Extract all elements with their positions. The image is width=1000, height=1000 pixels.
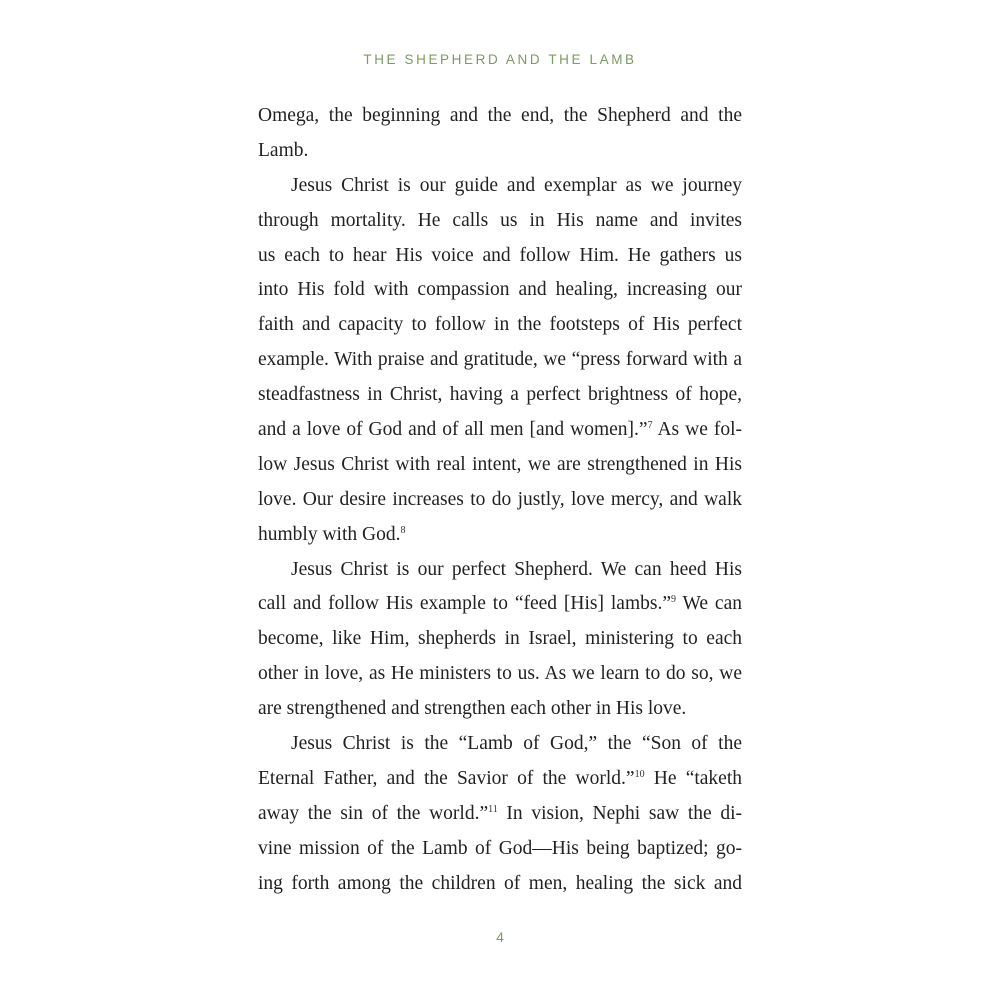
line-text: into His fold with compassion and healing, increasing our xyxy=(258,279,742,301)
text-line xyxy=(258,483,742,518)
line-text: Omega, the beginning and the end, the Shepherd and the xyxy=(258,105,742,126)
text-line xyxy=(258,239,742,274)
line-text: through mortality. He calls us in His name and invites xyxy=(258,209,742,231)
line-text-continued: In vision, Nephi saw the di- xyxy=(497,802,742,824)
line-text: Jesus Christ is the “Lamb of God,” the “Son of the xyxy=(291,733,742,755)
text-line xyxy=(258,448,742,483)
text-line xyxy=(258,797,742,832)
text-line xyxy=(258,273,742,308)
body-text xyxy=(258,99,742,901)
line-text: steadfastness in Christ, having a perfect brightness of hope, xyxy=(258,384,742,406)
text-line xyxy=(258,413,742,448)
line-text: other in love, as He ministers to us. As we learn to do so, we xyxy=(258,663,742,685)
text-line xyxy=(258,378,742,413)
line-text: Lamb. xyxy=(258,139,309,161)
line-text: become, like Him, shepherds in Israel, ministering to each xyxy=(258,628,742,650)
text-line xyxy=(258,832,742,867)
text-line xyxy=(258,657,742,692)
text-line xyxy=(258,169,742,204)
line-text: low Jesus Christ with real intent, we are strengthened in His xyxy=(258,453,742,475)
line-text: humbly with God. xyxy=(258,523,401,545)
line-text: and a love of God and of all men [and women].” xyxy=(258,419,648,441)
footnote-marker[interactable]: 7 xyxy=(647,420,653,432)
line-text: love. Our desire increases to do justly, love mercy, and walk xyxy=(258,488,742,510)
text-line xyxy=(258,587,742,622)
text-line xyxy=(258,204,742,239)
text-line xyxy=(258,622,742,657)
text-line xyxy=(258,518,742,553)
line-text-continued: He “taketh xyxy=(644,767,742,789)
text-line xyxy=(258,343,742,378)
line-text: ing forth among the children of men, healing the sick and xyxy=(258,872,742,894)
footnote-marker[interactable]: 11 xyxy=(488,803,498,815)
text-line xyxy=(258,134,742,169)
page-number: 4 xyxy=(496,929,504,945)
line-text: example. With praise and gratitude, we “press forward with a xyxy=(258,349,742,371)
line-text: call and follow His example to “feed [His] lambs.” xyxy=(258,593,671,615)
text-line xyxy=(258,99,742,134)
line-text: Jesus Christ is our guide and exemplar as we journey xyxy=(291,174,742,196)
line-text: are strengthened and strengthen each other in His love. xyxy=(258,698,687,720)
line-text: vine mission of the Lamb of God—His being baptized; go- xyxy=(258,837,742,859)
line-text: faith and capacity to follow in the footsteps of His perfect xyxy=(258,314,742,336)
running-head: THE SHEPHERD AND THE LAMB xyxy=(363,52,637,67)
line-text: us each to hear His voice and follow Him. He gathers us xyxy=(258,244,742,266)
text-line xyxy=(258,692,742,727)
line-text: away the sin of the world.” xyxy=(258,802,489,824)
line-text: Eternal Father, and the Savior of the world.” xyxy=(258,767,635,789)
footnote-marker[interactable]: 9 xyxy=(671,594,676,606)
footnote-marker[interactable]: 10 xyxy=(634,768,645,780)
text-line xyxy=(258,867,742,902)
line-text-continued: As we fol- xyxy=(652,419,742,441)
text-line xyxy=(258,308,742,343)
line-text-continued: We can xyxy=(676,593,742,615)
footnote-marker[interactable]: 8 xyxy=(400,524,406,536)
text-line xyxy=(258,762,742,797)
text-line xyxy=(258,553,742,588)
line-text: Jesus Christ is our perfect Shepherd. We can heed His xyxy=(291,558,742,580)
text-line xyxy=(258,727,742,762)
